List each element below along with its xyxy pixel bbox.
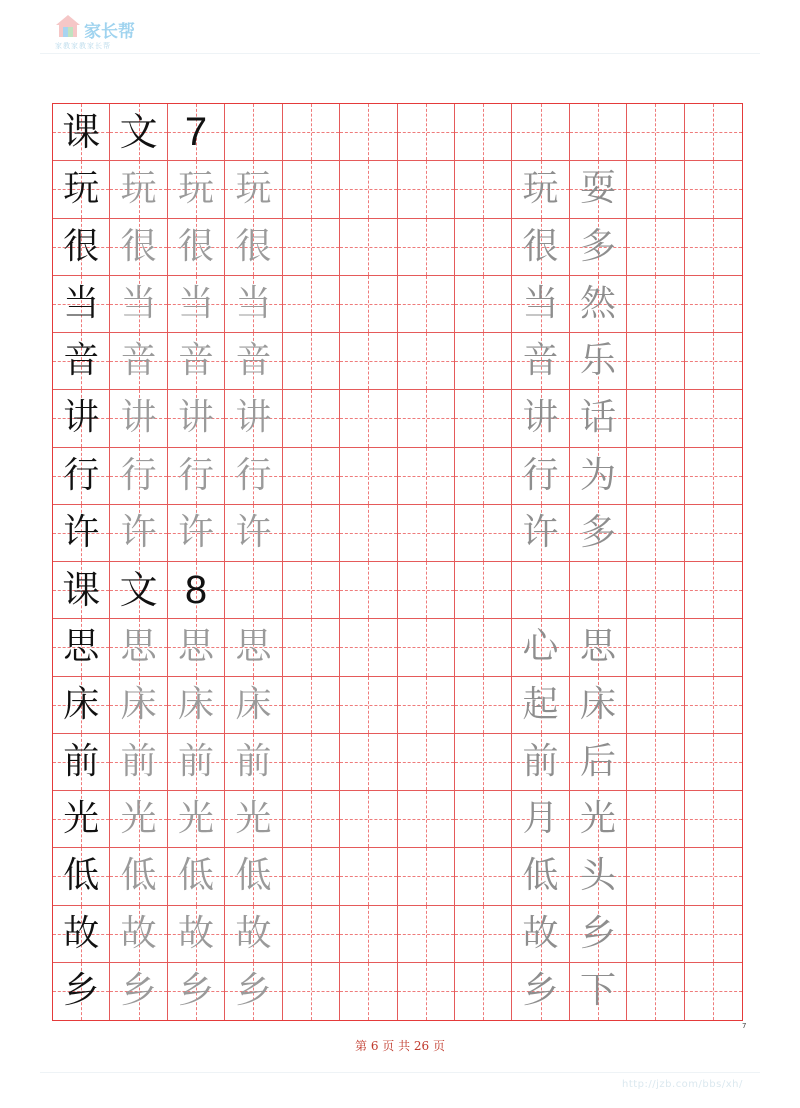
grid-cell (225, 276, 282, 333)
grid-cell (570, 161, 627, 218)
grid-cell (53, 161, 110, 218)
grid-cell (455, 219, 512, 276)
grid-cell (627, 161, 684, 218)
word-character: 思 (579, 626, 616, 668)
grid-cell (627, 619, 684, 676)
grid-cell (512, 791, 569, 848)
word-character: 音 (522, 340, 559, 382)
grid-cell (225, 677, 282, 734)
grid-cell (53, 619, 110, 676)
grid-cell (685, 276, 742, 333)
grid-cell (512, 219, 569, 276)
grid-cell (455, 276, 512, 333)
grid-cell (570, 390, 627, 447)
grid-cell (455, 619, 512, 676)
grid-cell (512, 848, 569, 905)
grid-cell (168, 906, 225, 963)
trace-character: 床 (178, 683, 215, 725)
grid-cell (398, 104, 455, 161)
trace-character: 思 (235, 626, 272, 668)
grid-cell (627, 848, 684, 905)
lesson-heading-character: 文 (119, 568, 158, 613)
trace-character: 讲 (235, 397, 272, 439)
trace-character: 很 (120, 225, 157, 267)
grid-cell (110, 677, 167, 734)
trace-character: 讲 (120, 397, 157, 439)
trace-character: 行 (235, 454, 272, 496)
trace-character: 低 (178, 855, 215, 897)
trace-character: 故 (120, 912, 157, 954)
model-character: 讲 (63, 397, 100, 439)
grid-cell (455, 562, 512, 619)
grid-cell (283, 619, 340, 676)
grid-cell (283, 562, 340, 619)
grid-cell (455, 161, 512, 218)
grid-cell (283, 219, 340, 276)
grid-cell (340, 848, 397, 905)
model-character: 光 (63, 798, 100, 840)
grid-cell (398, 219, 455, 276)
grid-cell (168, 848, 225, 905)
grid-cell (627, 562, 684, 619)
trace-character: 光 (235, 798, 272, 840)
grid-cell (110, 448, 167, 505)
grid-cell (53, 104, 110, 161)
grid-cell (283, 390, 340, 447)
grid-cell (627, 734, 684, 791)
trace-character: 行 (120, 454, 157, 496)
grid-cell (110, 562, 167, 619)
grid-cell (570, 562, 627, 619)
grid-cell (570, 333, 627, 390)
grid-cell (685, 848, 742, 905)
lesson-heading-character: 课 (62, 568, 101, 613)
footer-url: http://jzb.com/bbs/xh/ (622, 1079, 743, 1090)
house-logo-icon (55, 14, 81, 38)
lesson-heading-character: 7 (184, 110, 208, 155)
grid-cell (225, 333, 282, 390)
word-character: 光 (579, 798, 616, 840)
grid-cell (340, 791, 397, 848)
grid-cell (340, 619, 397, 676)
grid-cell (570, 104, 627, 161)
trace-character: 光 (120, 798, 157, 840)
trace-character: 很 (235, 225, 272, 267)
word-character: 故 (522, 912, 559, 954)
grid-cell (110, 390, 167, 447)
model-character: 前 (63, 740, 100, 782)
grid-cell (283, 848, 340, 905)
grid-cell (685, 104, 742, 161)
model-character: 思 (63, 626, 100, 668)
header-divider (40, 53, 760, 54)
grid-cell (570, 906, 627, 963)
model-character: 玩 (63, 168, 100, 210)
grid-cell (512, 161, 569, 218)
grid-cell (225, 562, 282, 619)
trace-character: 许 (120, 511, 157, 553)
word-character: 床 (579, 683, 616, 725)
grid-cell (398, 505, 455, 562)
trace-character: 当 (235, 282, 272, 324)
grid-cell (283, 505, 340, 562)
grid-cell (685, 906, 742, 963)
grid-cell (168, 505, 225, 562)
grid-cell (685, 390, 742, 447)
grid-cell (685, 505, 742, 562)
word-character: 讲 (522, 397, 559, 439)
grid-cell (455, 448, 512, 505)
page-number-label: 第 6 页 共 26 页 (355, 1039, 445, 1053)
grid-cell (53, 734, 110, 791)
grid-cell (627, 276, 684, 333)
model-character: 当 (63, 282, 100, 324)
trace-character: 前 (235, 740, 272, 782)
trace-character: 行 (178, 454, 215, 496)
grid-cell (225, 448, 282, 505)
word-character: 然 (579, 282, 616, 324)
grid-cell (398, 161, 455, 218)
grid-cell (283, 906, 340, 963)
lesson-heading-character: 课 (62, 110, 101, 155)
trace-character: 光 (178, 798, 215, 840)
grid-cell (398, 562, 455, 619)
grid-cell (455, 906, 512, 963)
grid-cell (168, 734, 225, 791)
grid-cell (225, 505, 282, 562)
logo-subtitle: 家教家教家长帮 (55, 42, 111, 50)
grid-cell (168, 104, 225, 161)
word-character: 行 (522, 454, 559, 496)
trace-character: 前 (120, 740, 157, 782)
grid-cell (455, 505, 512, 562)
grid-cell (225, 219, 282, 276)
grid-cell (110, 734, 167, 791)
model-character: 音 (63, 340, 100, 382)
grid-cell (455, 333, 512, 390)
grid-cell (512, 448, 569, 505)
grid-cell (283, 448, 340, 505)
word-character: 多 (579, 225, 616, 267)
grid-cell (627, 963, 684, 1020)
grid-cell (110, 791, 167, 848)
word-character: 很 (522, 225, 559, 267)
writing-grid (52, 103, 743, 1021)
grid-cell (110, 963, 167, 1020)
grid-cell (283, 104, 340, 161)
grid-cell (685, 677, 742, 734)
grid-cell (627, 219, 684, 276)
grid-cell (398, 963, 455, 1020)
grid-cell (225, 791, 282, 848)
grid-cell (110, 619, 167, 676)
grid-cell (225, 734, 282, 791)
grid-cell (512, 619, 569, 676)
trace-character: 音 (235, 340, 272, 382)
trace-character: 低 (235, 855, 272, 897)
grid-cell (340, 219, 397, 276)
trace-character: 音 (120, 340, 157, 382)
word-character: 下 (579, 970, 616, 1012)
grid-cell (570, 963, 627, 1020)
grid-cell (110, 104, 167, 161)
grid-cell (685, 448, 742, 505)
grid-cell (53, 219, 110, 276)
grid-cell (455, 734, 512, 791)
trace-character: 玩 (120, 168, 157, 210)
grid-cell (512, 734, 569, 791)
model-character: 很 (63, 225, 100, 267)
trace-character: 讲 (178, 397, 215, 439)
grid-cell (340, 161, 397, 218)
grid-cell (110, 333, 167, 390)
footer-divider (40, 1072, 760, 1073)
grid-cell (685, 619, 742, 676)
word-character: 后 (579, 740, 616, 782)
trace-character: 玩 (235, 168, 272, 210)
trace-character: 思 (178, 626, 215, 668)
grid-cell (627, 791, 684, 848)
grid-cell (110, 505, 167, 562)
word-character: 前 (522, 740, 559, 782)
grid-cell (168, 619, 225, 676)
trace-character: 床 (235, 683, 272, 725)
grid-cell (398, 734, 455, 791)
grid-cell (168, 161, 225, 218)
trace-character: 许 (235, 511, 272, 553)
word-character: 乡 (522, 970, 559, 1012)
grid-cell (283, 333, 340, 390)
trace-character: 玩 (178, 168, 215, 210)
word-character: 乡 (579, 912, 616, 954)
grid-cell (225, 161, 282, 218)
page-number (0, 1037, 800, 1054)
grid-cell (340, 906, 397, 963)
trace-character: 当 (178, 282, 215, 324)
grid-cell (110, 161, 167, 218)
grid-cell (53, 848, 110, 905)
grid-cell (340, 104, 397, 161)
grid-cell (570, 619, 627, 676)
trace-character: 床 (120, 683, 157, 725)
trace-character: 很 (178, 225, 215, 267)
grid-cell (512, 677, 569, 734)
grid-cell (340, 333, 397, 390)
grid-cell (455, 963, 512, 1020)
grid-cell (225, 390, 282, 447)
grid-cell (627, 104, 684, 161)
lesson-heading-character: 文 (119, 110, 158, 155)
grid-cell (627, 677, 684, 734)
grid-cell (512, 276, 569, 333)
trace-character: 乡 (178, 970, 215, 1012)
grid-cell (283, 677, 340, 734)
grid-cell (627, 448, 684, 505)
grid-cell (398, 791, 455, 848)
grid-cell (168, 791, 225, 848)
word-character: 话 (579, 397, 616, 439)
model-character: 行 (63, 454, 100, 496)
word-character: 当 (522, 282, 559, 324)
grid-cell (168, 448, 225, 505)
logo (55, 14, 165, 52)
grid-cell (53, 390, 110, 447)
trace-character: 故 (178, 912, 215, 954)
grid-cell (225, 619, 282, 676)
grid-cell (455, 848, 512, 905)
grid-cell (685, 791, 742, 848)
grid-cell (168, 333, 225, 390)
word-character: 月 (522, 798, 559, 840)
grid-cell (685, 333, 742, 390)
trace-character: 思 (120, 626, 157, 668)
word-character: 多 (579, 511, 616, 553)
grid-cell (512, 104, 569, 161)
trace-character: 前 (178, 740, 215, 782)
grid-cell (53, 562, 110, 619)
grid-cell (398, 448, 455, 505)
grid-cell (685, 562, 742, 619)
word-character: 耍 (579, 168, 616, 210)
grid-cell (570, 219, 627, 276)
grid-cell (455, 390, 512, 447)
grid-cell (512, 333, 569, 390)
grid-cell (340, 505, 397, 562)
grid-cell (398, 333, 455, 390)
word-character: 为 (579, 454, 616, 496)
lesson-heading-character: 8 (184, 568, 208, 613)
grid-cell (627, 390, 684, 447)
grid-cell (398, 619, 455, 676)
grid-cell (340, 963, 397, 1020)
grid-cell (627, 333, 684, 390)
grid-cell (570, 734, 627, 791)
grid-cell (398, 390, 455, 447)
word-character: 心 (522, 626, 559, 668)
grid-cell (627, 505, 684, 562)
logo-text: 家长帮 (84, 22, 135, 42)
grid-cell (168, 963, 225, 1020)
grid-cell (225, 848, 282, 905)
model-character: 故 (63, 912, 100, 954)
corner-mark: 7 (742, 1022, 747, 1030)
grid-cell (512, 505, 569, 562)
trace-character: 故 (235, 912, 272, 954)
grid-cell (685, 219, 742, 276)
grid-cell (512, 906, 569, 963)
grid-cell (53, 276, 110, 333)
grid-cell (53, 791, 110, 848)
grid-cell (570, 848, 627, 905)
grid-cell (283, 161, 340, 218)
grid-cell (340, 448, 397, 505)
grid-cell (570, 505, 627, 562)
grid-cell (512, 963, 569, 1020)
grid-cell (340, 677, 397, 734)
grid-cell (340, 276, 397, 333)
grid-cell (53, 505, 110, 562)
grid-cell (685, 963, 742, 1020)
trace-character: 乡 (235, 970, 272, 1012)
grid-cell (168, 276, 225, 333)
grid-cell (570, 791, 627, 848)
word-character: 起 (522, 683, 559, 725)
grid-cell (53, 906, 110, 963)
grid-cell (570, 677, 627, 734)
grid-cell (53, 677, 110, 734)
trace-character: 当 (120, 282, 157, 324)
grid-cell (283, 791, 340, 848)
grid-cell (168, 562, 225, 619)
grid-cell (398, 906, 455, 963)
word-character: 许 (522, 511, 559, 553)
grid-cell (110, 276, 167, 333)
grid-cell (455, 104, 512, 161)
grid-cell (455, 791, 512, 848)
grid-cell (168, 677, 225, 734)
grid-cell (570, 448, 627, 505)
grid-cell (685, 734, 742, 791)
word-character: 乐 (579, 340, 616, 382)
grid-cell (53, 963, 110, 1020)
grid-cell (570, 276, 627, 333)
grid-cell (283, 963, 340, 1020)
word-character: 头 (579, 855, 616, 897)
grid-cell (340, 562, 397, 619)
trace-character: 音 (178, 340, 215, 382)
grid-cell (398, 677, 455, 734)
grid-cell (685, 161, 742, 218)
grid-cell (455, 677, 512, 734)
model-character: 床 (63, 683, 100, 725)
grid-cell (627, 906, 684, 963)
grid-cell (512, 390, 569, 447)
grid-cell (168, 390, 225, 447)
model-character: 低 (63, 855, 100, 897)
grid-cell (512, 562, 569, 619)
word-character: 玩 (522, 168, 559, 210)
trace-character: 低 (120, 855, 157, 897)
model-character: 乡 (63, 970, 100, 1012)
grid-cell (53, 448, 110, 505)
grid-cell (283, 734, 340, 791)
grid-cell (225, 104, 282, 161)
grid-cell (398, 276, 455, 333)
grid-cell (225, 906, 282, 963)
grid-cell (110, 219, 167, 276)
trace-character: 乡 (120, 970, 157, 1012)
grid-cell (340, 734, 397, 791)
trace-character: 许 (178, 511, 215, 553)
grid-cell (283, 276, 340, 333)
grid-cell (53, 333, 110, 390)
grid-cell (110, 906, 167, 963)
grid-cell (340, 390, 397, 447)
grid-cell (225, 963, 282, 1020)
grid-cell (110, 848, 167, 905)
model-character: 许 (63, 511, 100, 553)
grid-cell (398, 848, 455, 905)
grid-cell (168, 219, 225, 276)
word-character: 低 (522, 855, 559, 897)
